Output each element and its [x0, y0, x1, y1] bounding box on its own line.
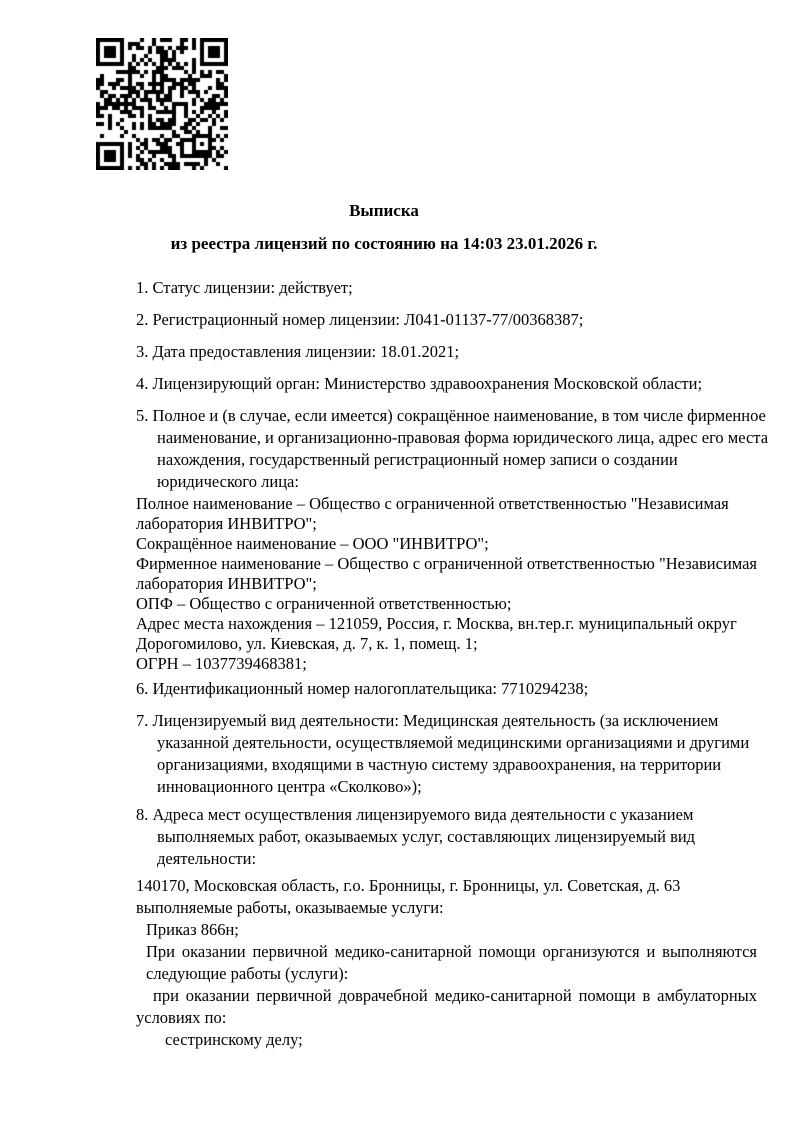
text-line: указанной деятельности, осуществляемой медицинскими организациями и другими: [157, 733, 750, 752]
text-line: сестринскому делу;: [165, 1030, 303, 1049]
text-line: 1. Статус лицензии: действует;: [136, 278, 353, 297]
text-line: 7. Лицензируемый вид деятельности: Медицинская деятельность (за исключением: [136, 711, 719, 730]
text-line: наименование, и организационно-правовая форма юридического лица, адрес его места: [157, 428, 769, 447]
text-line: следующие работы (услуги):: [146, 964, 349, 983]
text-line: организациями, входящими в частную систему здравоохранения, на территории: [157, 755, 722, 774]
text-line: Полное наименование – Общество с ограниченной ответственностью "Независимая: [136, 494, 729, 513]
text-line: нахождения, государственный регистрационный номер записи о создании: [157, 450, 678, 469]
text-line: выполняемые работы, оказываемые услуги:: [136, 898, 444, 917]
text-line: ОПФ – Общество с ограниченной ответственностью;: [136, 594, 512, 613]
text-line: 5. Полное и (в случае, если имеется) сокращённое наименование, в том числе фирменное: [136, 406, 766, 425]
text-line: 6. Идентификационный номер налогоплательщика: 7710294238;: [136, 679, 589, 698]
text-line: Приказ 866н;: [146, 920, 239, 939]
qr-code-icon: [96, 38, 228, 170]
document-title: [0, 200, 790, 255]
text-line: 3. Дата предоставления лицензии: 18.01.2021;: [136, 342, 460, 361]
text-line: Фирменное наименование – Общество с ограниченной ответственностью "Независимая: [136, 554, 758, 573]
text-line: юридического лица:: [157, 472, 299, 491]
document-body: [136, 277, 769, 1051]
text-line: выполняемых работ, оказываемых услуг, составляющих лицензируемый вид: [157, 827, 696, 846]
text-line: при оказании первичной доврачебной медико-санитарной помощи в амбулаторных: [153, 986, 757, 1005]
text-line: 140170, Московская область, г.о. Бронницы, г. Бронницы, ул. Советская, д. 63: [136, 876, 681, 895]
text-line: 4. Лицензирующий орган: Министерство здравоохранения Московской области;: [136, 374, 703, 393]
text-line: ОГРН – 1037739468381;: [136, 654, 307, 673]
text-line: лаборатория ИНВИТРО";: [136, 514, 317, 533]
text-line: условиях по:: [136, 1008, 227, 1027]
text-line: 2. Регистрационный номер лицензии: Л041-01137-77/00368387;: [136, 310, 584, 329]
text-line: деятельности:: [157, 849, 257, 868]
text-line: Дорогомилово, ул. Киевская, д. 7, к. 1, помещ. 1;: [136, 634, 478, 653]
text-line: лаборатория ИНВИТРО";: [136, 574, 317, 593]
text-line: Сокращённое наименование – ООО "ИНВИТРО";: [136, 534, 489, 553]
text-line: Адрес места нахождения – 121059, Россия, г. Москва, вн.тер.г. муниципальный округ: [136, 614, 737, 633]
text-line: 8. Адреса мест осуществления лицензируемого вида деятельности с указанием: [136, 805, 694, 824]
title-line-1: Выписка: [349, 201, 419, 220]
text-line: При оказании первичной медико-санитарной помощи организуются и выполняются: [146, 942, 757, 961]
title-line-2: из реестра лицензий по состоянию на 14:03 23.01.2026 г.: [170, 234, 598, 253]
text-line: инновационного центра «Сколково»);: [157, 777, 422, 796]
